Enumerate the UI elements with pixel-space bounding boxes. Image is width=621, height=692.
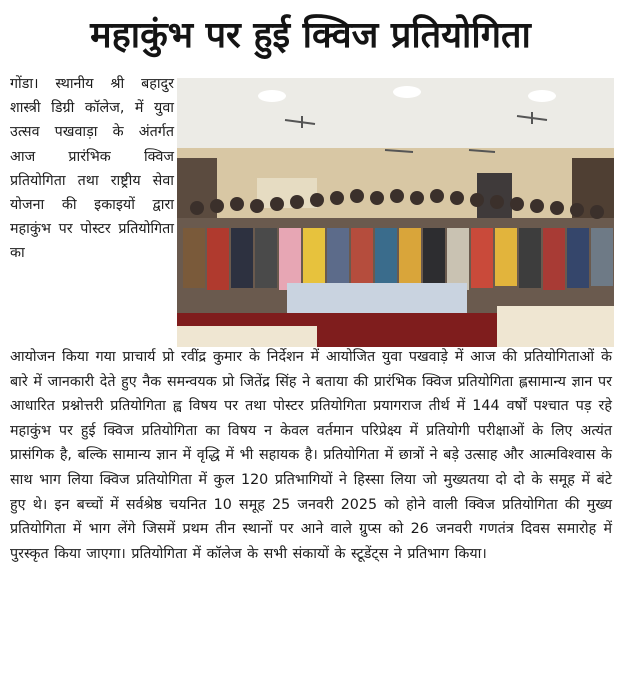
banner — [257, 178, 317, 208]
stage-step — [497, 306, 614, 347]
stage-step — [177, 326, 317, 347]
news-photo — [177, 78, 614, 347]
lead-paragraph-text: गोंडा। स्थानीय श्री बहादुर शास्त्री डिग्री कॉलेज, में युवा उत्सव पखवाड़ा के अंतर्गत आज प्रारंभिक क्विज प्रतियोगिता तथा राष्ट्रीय सेवा योजना की इकाइयों द्वारा महाकुंभ पर पोस्टर प्रतियोगिता का — [10, 76, 174, 262]
ceiling-light — [528, 90, 556, 102]
group-photo-illustration — [177, 78, 614, 347]
headline: महाकुंभ पर हुई क्विज प्रतियोगिता — [90, 15, 531, 56]
ceiling-light — [258, 90, 286, 102]
article-body — [10, 345, 612, 566]
ceiling-light — [393, 86, 421, 98]
article-body-text: आयोजन किया गया प्राचार्य प्रो रवींद्र कुमार के निर्देशन में आयोजित युवा पखवाड़े में आज की प्रतियोगिताओं के बारे में जानकारी देते हुए नैक समन्वयक प्रो जितेंद्र सिंह ने बताया की प्रारंभिक क्विज प्रतियोगिता ह्लसामान्य ज्ञान पर आधारित प्रश्नोत्तरी प्रतियोगिता ह्व विषय पर तथा पोस्टर प्रतियोगिता प्रयागराज तीर्थ में 144 वर्षों पश्चात पड़ रहे महाकुंभ पर हुई क्विज प्रतियोगिता का विषय न केवल वर्तमान परिप्रेक्ष्य में प्रतियोगी परीक्षाओं के लिए अत्यंत प्रासंगिक है, बल्कि सामान्य ज्ञान में वृद्धि में भी सहायक है। प्रतियोगिता में छात्रों ने बड़े उत्साह और आत्मविश्वास के साथ भाग लिया क्विज प्रतियोगिता में कुल 120 प्रतिभागियों ने हिस्सा लिया जो मुख्यतया दो दो के समूह में बंटे हुए थे। इन बच्चों में सर्वश्रेष्ठ चयनित 10 समूह 25 जनवरी 2025 को होने वाली क्विज प्रतियोगिता की मुख्य प्रतियोगिता में भाग लेंगे जिसमें प्रथम तीन स्थानों पर आने वाले ग्रुप्स को 26 जनवरी गणतंत्र दिवस समारोह में पुरस्कृत किया जाएगा। प्रतियोगिता में कॉलेज के सभी संकायों के स्टूडेंट्स ने प्रतिभाग किया। — [10, 349, 612, 562]
lead-paragraph — [10, 72, 174, 266]
